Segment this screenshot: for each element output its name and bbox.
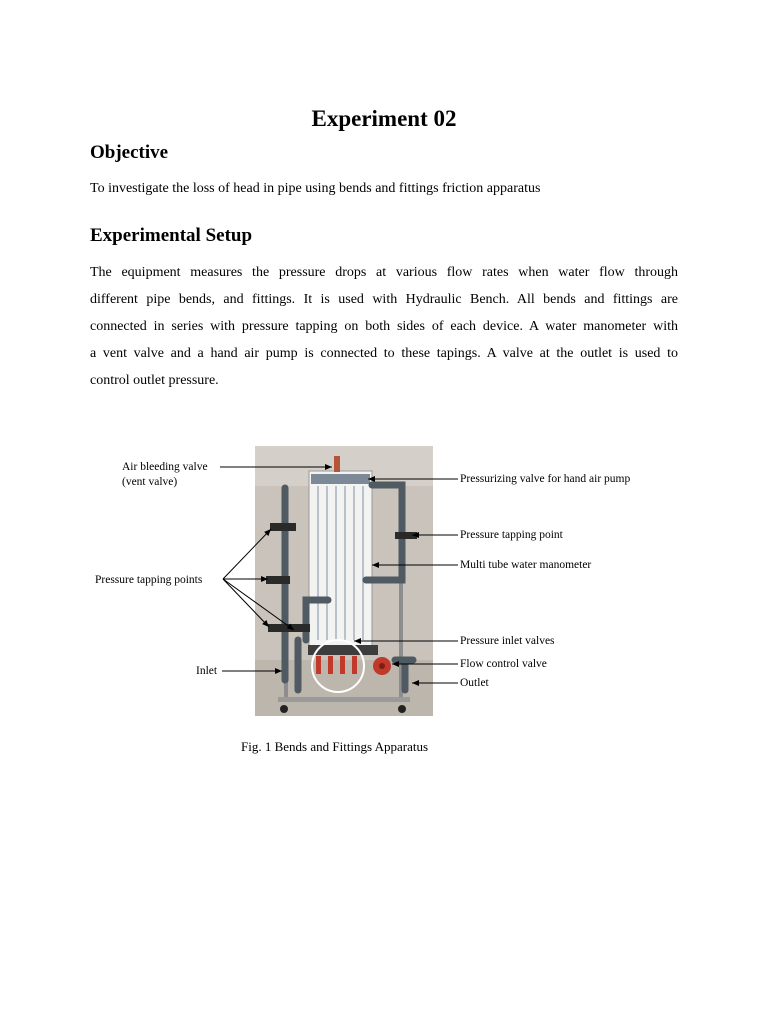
figure-caption: Fig. 1 Bends and Fittings Apparatus (241, 739, 429, 754)
objective-text: To investigate the loss of head in pipe using bends and fittings friction apparatus (90, 181, 541, 196)
label-pressure-tapping-points: Pressure tapping points (95, 574, 203, 586)
manometer-panel (309, 471, 372, 647)
setup-line: different pipe bends, and fittings. It is used with Hydraulic Bench. All bends and fittings are (90, 292, 678, 307)
objective-heading: Objective (90, 142, 169, 163)
setup-heading: Experimental Setup (90, 225, 253, 246)
setup-line: The equipment measures the pressure drops at various flow rates when water flow through (90, 265, 678, 280)
label-air-bleeding-valve: Air bleeding valve (122, 461, 208, 473)
label-pressurizing-valve: Pressurizing valve for hand air pump (460, 473, 631, 485)
label-manometer: Multi tube water manometer (460, 559, 592, 571)
page-title: Experiment 02 (311, 106, 457, 131)
vent-valve (334, 456, 340, 472)
setup-line: a vent valve and a hand air pump is connected to these tapings. A valve at the outlet is used to (90, 346, 678, 361)
label-inlet: Inlet (196, 665, 218, 677)
label-pressure-inlet-valves: Pressure inlet valves (460, 635, 555, 647)
label-outlet: Outlet (460, 677, 489, 689)
label-pressure-tapping-point: Pressure tapping point (460, 529, 563, 541)
flow-control-valve-wheel (373, 657, 391, 675)
setup-line: connected in series with pressure tapping on both sides of each device. A water manometer with (90, 319, 678, 334)
label-vent-valve: (vent valve) (122, 476, 178, 488)
label-flow-control-valve: Flow control valve (460, 658, 547, 670)
setup-line: control outlet pressure. (90, 373, 219, 388)
